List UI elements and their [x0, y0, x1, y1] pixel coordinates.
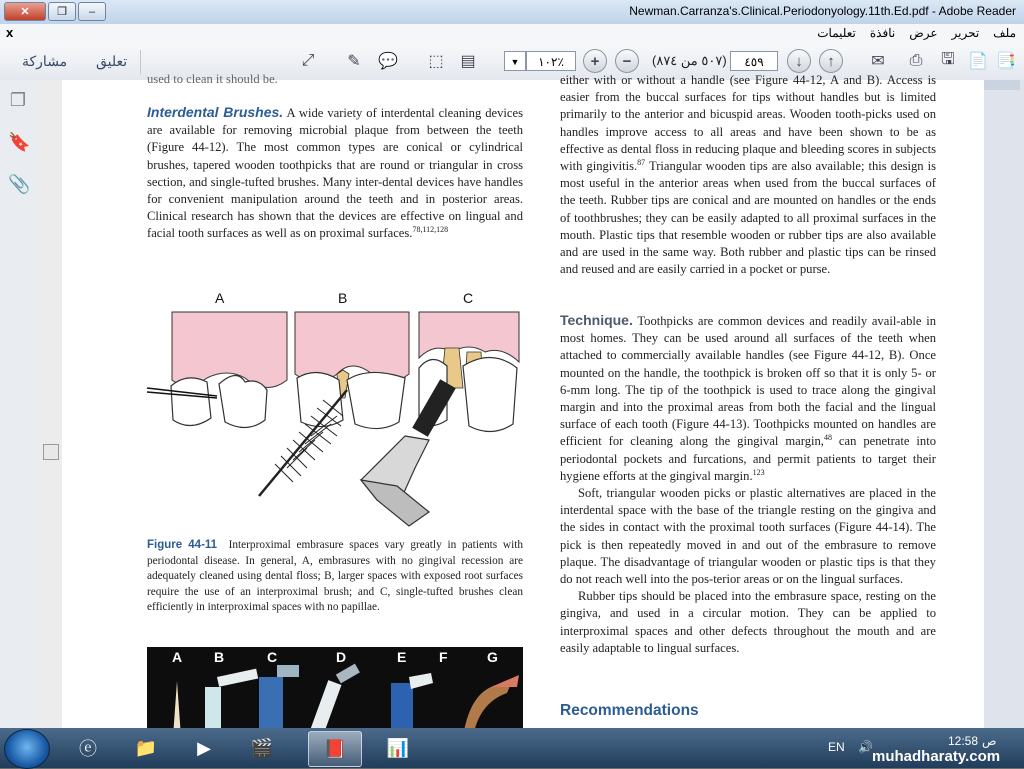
text-line: Plastic tips that resemble wooden or rubber tips are also available: [599, 227, 936, 242]
text-line: Triangular wooden tips: [648, 159, 768, 174]
media-player-icon[interactable]: ▶: [197, 737, 211, 758]
text-line: devices are available for removing microbial plaque from between: [147, 106, 523, 138]
photo-label-d: D: [336, 649, 347, 665]
text-line: 44-12, B). Once mounted on the handle, the toothpick is broken: [560, 348, 936, 380]
fit-page-icon[interactable]: ⬚: [428, 53, 444, 70]
close-document-button[interactable]: x: [6, 25, 14, 40]
text-line: and are easily adaptable to lingual surfaces.: [560, 623, 936, 655]
text-line: dental devices have handles for convenient manipulation around: [147, 174, 523, 207]
caption-line: surfaces require the use of an interproximal brush; and C, single-tufted: [147, 570, 523, 598]
navigation-panel: [0, 80, 37, 728]
print-icon[interactable]: ⎙: [909, 52, 923, 69]
powerpoint-task-icon[interactable]: 📊: [386, 737, 410, 758]
close-window-button[interactable]: ✕: [4, 2, 46, 21]
zoom-out-button[interactable]: −: [615, 49, 639, 73]
text-line: is easier from the buccal surfaces for tips without handles but is: [560, 73, 936, 105]
text-line: teeth when attached to commercially available handles (see Figure: [560, 331, 937, 363]
text-line: able in most homes. They can be used around all surfaces of the: [560, 314, 937, 346]
photo-devices: [147, 647, 523, 737]
bookmarks-icon[interactable]: 🔖: [8, 132, 31, 152]
window-controls: [4, 2, 106, 21]
window-title: Newman.Carranza's.Clinical.Periodonyology.11th.Ed.pdf - Adobe Reader: [629, 4, 1016, 18]
document-page: [62, 72, 984, 728]
text-line: Rubber tips should be placed into the embrasure space, resting: [578, 589, 901, 604]
text-line: either with or without a handle (see Figure 44-12, A and B). Access: [560, 73, 923, 87]
clock-time[interactable]: 12:58: [948, 734, 979, 748]
text-line: triangular in cross section, and single-tufted brushes. Many inter-: [147, 157, 523, 189]
right-gutter-tab: [984, 80, 1020, 90]
text-line: conical and are mounted on handles or the ends of toothbrushes;: [560, 193, 936, 225]
menu-list: [817, 26, 1016, 40]
email-icon[interactable]: ✉: [871, 53, 885, 70]
technique-paragraph: [560, 312, 936, 657]
text-line: (Figure 44-14). The pick is then repeatedly moved in and out of: [560, 520, 936, 552]
caption-line: brushes clean efficiently in interproximal spaces with no papillae.: [147, 585, 523, 614]
title-bar: [0, 0, 1024, 25]
left-top-fragment: used to clean it should be.: [147, 72, 278, 86]
text-line: can penetrate into periodontal pockets: [560, 434, 936, 466]
page-total-label: (٥٠٧ من ٨٧٤): [652, 53, 727, 68]
text-line: on the gingiva, and used in a circular motion. They can be applied: [560, 589, 936, 621]
vertical-scrollbar[interactable]: [36, 80, 63, 728]
text-line: along the gingival margin,: [679, 434, 824, 449]
highlight-icon[interactable]: ✎: [347, 53, 361, 70]
text-line: are also available; this design is most useful in the anterior areas: [560, 159, 937, 191]
text-line: gingiva and the sides in contact with the proximal tooth surfaces: [560, 503, 936, 535]
caption-line: are adequately cleaned using dental floss; B, larger spaces with exposed root: [147, 554, 523, 583]
tray-volume-icon[interactable]: 🔊: [858, 740, 873, 754]
text-line: and furcations, and permit patients to target their hygiene efforts: [560, 451, 936, 483]
pages-icon[interactable]: ❐: [9, 90, 27, 110]
photo-label-a: A: [172, 649, 183, 665]
previous-page-button[interactable]: ↑: [819, 49, 843, 73]
menu-view[interactable]: عرض: [909, 26, 938, 40]
photo-label-b: B: [214, 649, 225, 665]
text-line: off so that it is only 5- or 6-mm long. The tip of the toothpick is: [560, 365, 936, 397]
text-line: they can be easily adapted to all proximal surfaces in the mouth.: [560, 210, 936, 242]
menu-help[interactable]: تعليمات: [817, 26, 856, 40]
technique-heading: Technique.: [560, 312, 633, 328]
taskbar: [0, 728, 1024, 768]
text-line: as on proximal surfaces.: [290, 226, 413, 241]
menu-bar: [0, 24, 1024, 45]
text-line: the teeth (Figure 44-12). The most common types are conical or: [147, 123, 523, 155]
minimize-window-button[interactable]: –: [78, 2, 106, 21]
text-line: and are used in the same way. Both rubber and plastic tips can be: [560, 245, 902, 260]
start-button[interactable]: [4, 729, 50, 769]
zoom-dropdown-button[interactable]: ▼: [504, 51, 526, 71]
internet-explorer-icon[interactable]: ⓔ: [79, 739, 97, 759]
text-line: Soft, triangular wooden picks or plastic alternatives are placed: [578, 486, 903, 501]
zoom-in-button[interactable]: +: [583, 49, 607, 73]
figure-caption-label: Figure 44-11: [147, 539, 218, 551]
save-icon[interactable]: 🖫: [941, 50, 955, 68]
restore-window-button[interactable]: ❐: [48, 2, 76, 21]
figure-label-a: A: [215, 290, 225, 306]
video-app-icon[interactable]: 🎬: [250, 737, 274, 758]
next-page-button[interactable]: ↓: [787, 49, 811, 73]
reference-superscript: 123: [752, 467, 765, 477]
text-line: the embrasure to remove plaque. The disadvantage of triangular: [560, 537, 936, 569]
scrollbar-thumb[interactable]: [43, 444, 59, 460]
fullscreen-icon[interactable]: ⤢: [301, 52, 315, 69]
text-line: Toothpicks are common devices and readily avail-: [637, 314, 901, 328]
photo-label-g: G: [487, 649, 498, 665]
text-line: 44-13). Toothpicks mounted on handles are efficient for cleaning: [560, 417, 936, 449]
attachments-icon[interactable]: 📎: [8, 174, 31, 194]
reference-superscript: 48: [823, 433, 832, 443]
text-line: terior areas or on the lingual surfaces.: [713, 572, 904, 587]
create-pdf-icon[interactable]: 📑: [996, 53, 1016, 70]
text-line: when used from the buccal surfaces of the teeth. Rubber tips are: [560, 176, 936, 208]
text-line: used to trace along the gingival margin and into the proximal areas: [560, 382, 936, 415]
toolbar-separator: [140, 50, 141, 74]
reference-superscript: 78,112,128: [412, 225, 449, 235]
text-line: rinsed and reused and are easily carried in a pocket or purse.: [560, 245, 937, 277]
right-top-paragraph: [560, 72, 936, 278]
interdental-heading: Interdental Brushes.: [147, 104, 284, 120]
text-line: picks used on handles improve access to all areas and have been: [560, 107, 936, 139]
fit-width-icon[interactable]: ▤: [460, 53, 476, 70]
page-number-input[interactable]: ٤٥٩: [730, 51, 778, 71]
text-line: wooden or plastic tips is that they do not reach well into the pos-: [560, 554, 936, 587]
interdental-paragraph: [147, 104, 523, 243]
caption-line: Interproximal embrasure spaces vary greatly in patients with: [228, 539, 524, 551]
figure-label-c: C: [463, 290, 474, 306]
language-indicator[interactable]: EN: [828, 740, 845, 754]
comment-button[interactable]: تعليق: [96, 53, 128, 69]
text-line: in the interdental space with the base of the triangle resting on the: [560, 486, 936, 518]
text-line: limited primarily to the anterior and bicuspid areas. Wooden tooth-: [560, 90, 937, 122]
menu-file[interactable]: ملف: [993, 26, 1016, 40]
photo-label-f: F: [439, 649, 448, 665]
caption-line: periodontal disease. In general, A, embrasures with no gingival recession: [147, 554, 504, 567]
text-line: bleeding scores in subjects with gingivitis.: [560, 141, 936, 174]
figure-label-b: B: [338, 290, 348, 306]
text-line: to interproximal spaces and other defects throughout the mouth: [560, 606, 936, 638]
sticky-note-icon[interactable]: 💬: [378, 53, 398, 70]
clock-ampm: ص: [982, 734, 997, 748]
photo-label-c: C: [267, 649, 278, 665]
text-line: the devices are effective on lingual and facial tooth surfaces as well: [147, 209, 523, 241]
right-gutter: [984, 80, 1024, 728]
photo-label-e: E: [397, 649, 407, 665]
text-line: from both the facial and the lingual surface of each tooth (Figure: [560, 400, 936, 432]
embrasure-illustration: [147, 308, 527, 536]
reference-superscript: 87: [637, 157, 646, 167]
adobe-reader-task-icon[interactable]: 📕: [308, 731, 362, 767]
menu-window[interactable]: نافذة: [869, 26, 896, 40]
interdental-devices-photo: [147, 647, 523, 737]
file-explorer-icon[interactable]: 📁: [134, 737, 158, 758]
text-line: cylindrical brushes, tapered wooden toothpicks that are round or: [147, 140, 523, 172]
figure-caption: [147, 538, 523, 616]
text-line: shown to be as effective as dental floss in reducing plaque and: [560, 124, 936, 156]
share-button[interactable]: مشاركة: [22, 53, 68, 69]
watermark-logo: muhadharaty.com: [872, 748, 1001, 765]
recommendations-heading: Recommendations: [560, 702, 699, 719]
export-pdf-icon[interactable]: 📄: [968, 53, 988, 70]
zoom-input[interactable]: ١٠٢٪: [526, 51, 576, 71]
text-line: at the gingival margin.: [638, 468, 753, 483]
text-line: the teeth and in posterior areas. Clinical research has shown that: [147, 192, 523, 224]
menu-edit[interactable]: تحرير: [951, 26, 980, 40]
text-line: A wide variety of interdental cleaning: [286, 106, 482, 120]
